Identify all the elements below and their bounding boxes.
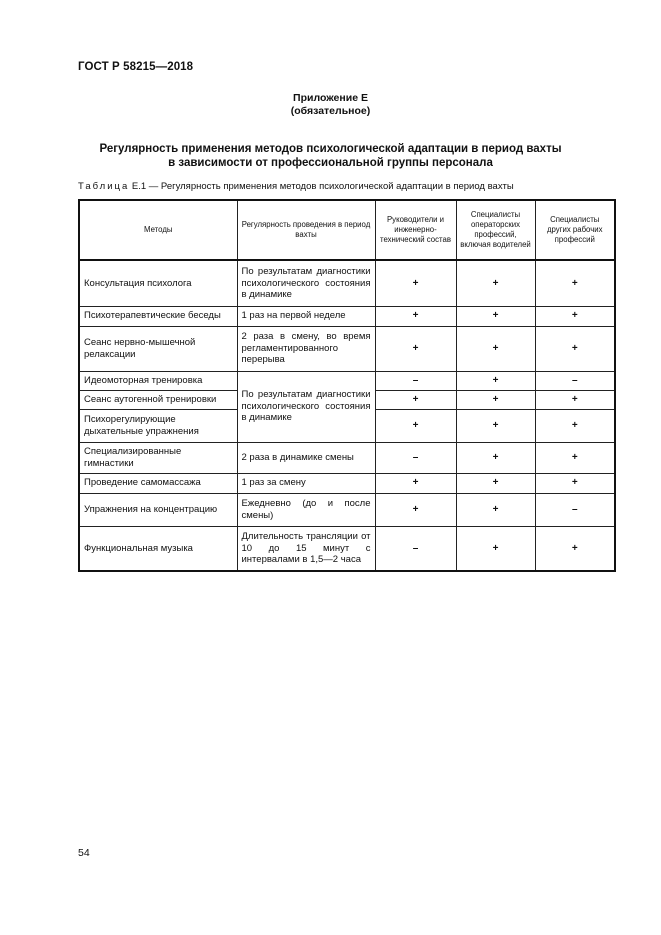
- cell-mark: +: [456, 526, 535, 571]
- cell-mark: +: [375, 306, 456, 326]
- cell-mark: –: [375, 442, 456, 473]
- annex-title: [0, 142, 661, 170]
- cell-mark: +: [456, 260, 535, 306]
- annex-title-line-2: в зависимости от профессиональной группы персонала: [168, 157, 493, 169]
- cell-regularity: 1 раз за смену: [237, 473, 375, 493]
- cell-mark: –: [375, 371, 456, 390]
- cell-mark: –: [375, 526, 456, 571]
- table-caption-text: Е.1 — Регулярность применения методов психологической адаптации в период вахты: [131, 181, 514, 192]
- cell-mark: –: [535, 493, 615, 526]
- document-code: ГОСТ Р 58215—2018: [78, 61, 194, 73]
- header-methods: Методы: [79, 200, 237, 260]
- cell-method: Психорегулирующие дыхательные упражнения: [79, 409, 237, 442]
- header-other-workers: Специалисты других рабочих профессий: [535, 200, 615, 260]
- table-caption: [78, 181, 514, 192]
- cell-method: Психотерапевтические беседы: [79, 306, 237, 326]
- cell-mark: +: [375, 326, 456, 371]
- cell-mark: +: [456, 493, 535, 526]
- cell-mark: +: [535, 409, 615, 442]
- annex-status: (обязательное): [290, 105, 371, 117]
- header-managers: Руководители и инженерно-технический состав: [375, 200, 456, 260]
- cell-regularity: 2 раза в динамике смены: [237, 442, 375, 473]
- cell-mark: +: [456, 390, 535, 409]
- cell-method: Сеанс нервно-мышечной релаксации: [79, 326, 237, 371]
- annex-title-line-1: Регулярность применения методов психологической адаптации в период вахты: [99, 143, 562, 155]
- table-row: [79, 306, 615, 326]
- cell-regularity: 1 раз на первой неделе: [237, 306, 375, 326]
- header-operators: Специалисты операторских профессий, включая водителей: [456, 200, 535, 260]
- table-row: [79, 526, 615, 571]
- cell-mark: +: [456, 371, 535, 390]
- cell-method: Функциональная музыка: [79, 526, 237, 571]
- cell-regularity: Длительность трансляции от 10 до 15 минут с интервалами в 1,5—2 часа: [237, 526, 375, 571]
- table-row: [79, 371, 615, 390]
- cell-mark: +: [456, 473, 535, 493]
- cell-mark: +: [375, 493, 456, 526]
- cell-mark: +: [456, 409, 535, 442]
- adaptation-methods-table: [78, 199, 616, 572]
- table-row: [79, 442, 615, 473]
- cell-regularity: По результатам диагностики психологического состояния в динамике: [237, 260, 375, 306]
- page-number: 54: [78, 847, 90, 859]
- cell-method: Упражнения на концентрацию: [79, 493, 237, 526]
- cell-method: Сеанс аутогенной тренировки: [79, 390, 237, 409]
- cell-mark: +: [535, 306, 615, 326]
- cell-method: Специализированные гимнастики: [79, 442, 237, 473]
- cell-mark: +: [375, 409, 456, 442]
- cell-regularity: Ежедневно (до и после смены): [237, 493, 375, 526]
- header-regularity: Регулярность проведения в период вахты: [237, 200, 375, 260]
- annex-label: Приложение Е: [293, 92, 368, 104]
- cell-mark: +: [535, 260, 615, 306]
- table-row: [79, 473, 615, 493]
- cell-mark: +: [375, 390, 456, 409]
- cell-mark: +: [456, 326, 535, 371]
- table-header-row: [79, 200, 615, 260]
- cell-method: Проведение самомассажа: [79, 473, 237, 493]
- table-row: [79, 260, 615, 306]
- cell-mark: +: [456, 306, 535, 326]
- cell-mark: +: [375, 260, 456, 306]
- cell-mark: –: [535, 371, 615, 390]
- cell-regularity: По результатам диагностики психологического состояния в динамике: [237, 371, 375, 442]
- table-row: [79, 326, 615, 371]
- annex-heading: [0, 92, 661, 118]
- table-row: [79, 493, 615, 526]
- table-caption-prefix: Таблица: [78, 181, 130, 192]
- cell-mark: +: [535, 473, 615, 493]
- cell-mark: +: [535, 390, 615, 409]
- cell-method: Консультация психолога: [79, 260, 237, 306]
- cell-regularity: 2 раза в смену, во время регламентированного перерыва: [237, 326, 375, 371]
- cell-method: Идеомоторная тренировка: [79, 371, 237, 390]
- cell-mark: +: [456, 442, 535, 473]
- cell-mark: +: [375, 473, 456, 493]
- cell-mark: +: [535, 526, 615, 571]
- cell-mark: +: [535, 326, 615, 371]
- cell-mark: +: [535, 442, 615, 473]
